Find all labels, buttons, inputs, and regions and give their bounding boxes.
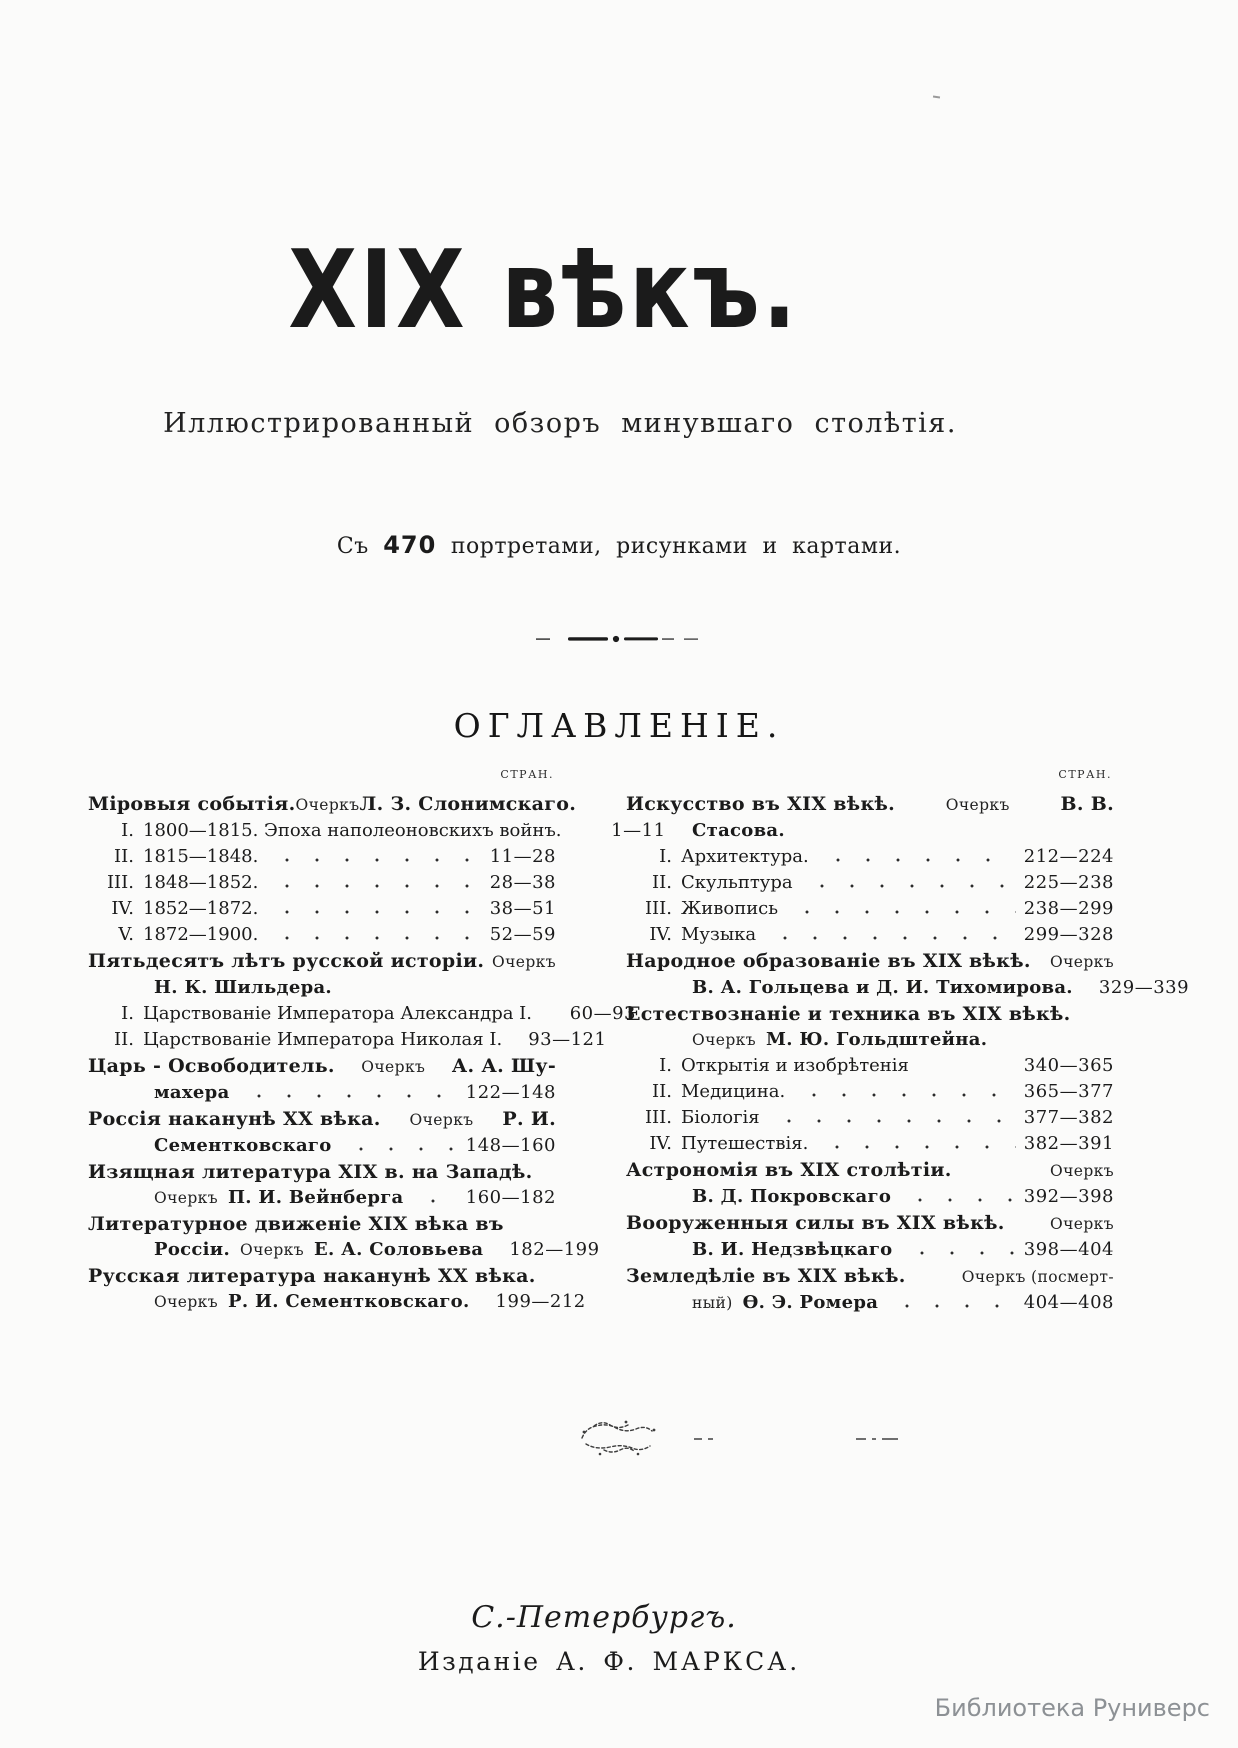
entry-text [143, 896, 258, 922]
book-title-block [0, 227, 1238, 353]
entry-text-segment: Скульптура [681, 872, 793, 893]
toc-section-title [626, 1210, 1114, 1237]
portrait-count: 470 [383, 531, 437, 559]
entry-text-segment: Очеркъ [295, 796, 360, 814]
entry-text-segment: Естествознаніе и техника въ XIX вѣкѣ. [626, 1003, 1071, 1025]
entry-text [681, 844, 809, 870]
entry-text [154, 1133, 332, 1159]
dot-leader [266, 904, 470, 922]
entry-text [88, 1106, 556, 1133]
entry-text [626, 791, 1114, 818]
dot-leader [510, 1035, 520, 1053]
entry-numeral: I. [121, 1003, 134, 1024]
page-range: 122—148 [465, 1082, 556, 1103]
page-range: 382—391 [1023, 1133, 1114, 1154]
entry-text-segment: П. И. Вейнберга [228, 1187, 404, 1208]
entry-text [154, 1185, 404, 1211]
toc-entry [626, 818, 1114, 844]
entry-text-segment: Народное образованіе въ XIX вѣкѣ. [626, 950, 1031, 972]
page-range: 28—38 [489, 872, 556, 893]
toc-entry [626, 1105, 1114, 1131]
entry-text [143, 870, 258, 896]
entry-text-segment: Царствованіе Императора Николая I. [143, 1029, 503, 1050]
leader-gap [1081, 983, 1091, 1001]
page-range: 299—328 [1023, 924, 1114, 945]
scan-speck [933, 96, 940, 99]
page-range: 52—59 [489, 924, 556, 945]
entry-text-segment: Ѳ. Э. Ромера [742, 1292, 879, 1313]
entry-text-segment: Очеркъ [692, 1031, 756, 1049]
dot-leader [886, 1298, 1016, 1316]
toc-entry [88, 1080, 556, 1106]
toc-entry [626, 1053, 1114, 1079]
toc-section-title [626, 948, 1114, 975]
page-column-header-left: СТРАН. [500, 768, 554, 781]
entry-text-segment: Е. А. Соловьева [314, 1239, 484, 1260]
entry-text [626, 1001, 1114, 1027]
entry-text [88, 1159, 556, 1185]
toc-entry [626, 922, 1114, 948]
toc-entry [88, 1133, 556, 1159]
entry-text-segment: Изящная литература XIX в. на Западѣ. [88, 1161, 533, 1183]
entry-text [143, 844, 258, 870]
entry-text [681, 922, 756, 948]
leader-gap [917, 1061, 1016, 1079]
book-title: XIX вѣкъ. [288, 227, 800, 353]
entry-text-segment: Очеркъ [154, 1293, 218, 1311]
entry-text [626, 1263, 1114, 1290]
toc-column-right [626, 768, 1190, 1316]
toc-entry [88, 896, 556, 922]
entry-text-segment: В. Д. Покровскаго [692, 1186, 892, 1207]
entry-text-segment: Вооруженныя силы въ XIX вѣкѣ. [626, 1212, 1005, 1234]
page-range: 398—404 [1023, 1239, 1114, 1260]
entry-text-segment: Очеркъ [492, 953, 556, 971]
entry-numeral: III. [644, 898, 672, 919]
entry-numeral: IV. [649, 1133, 672, 1154]
toc-section-title [88, 1211, 556, 1237]
publisher-name: МАРКСА. [652, 1647, 801, 1676]
dot-leader [764, 930, 1016, 948]
toc-section-title [88, 1053, 556, 1080]
page-range: 11—28 [489, 846, 556, 867]
dot-leader [238, 1088, 458, 1106]
entry-text [143, 922, 258, 948]
toc-entry [626, 975, 1190, 1001]
dot-leader [801, 878, 1016, 896]
entry-numeral: IV. [111, 898, 134, 919]
entry-numeral: IV. [649, 924, 672, 945]
toc-entry [626, 844, 1114, 870]
entry-text [692, 1237, 893, 1263]
toc-section-title [88, 1159, 556, 1185]
dot-leader [793, 1087, 1016, 1105]
page-range: 160—182 [465, 1187, 556, 1208]
library-watermark: Библиотека Руниверс [934, 1694, 1210, 1722]
toc-entry [88, 1237, 600, 1263]
entry-text-segment: Біологія [681, 1107, 760, 1128]
entry-text-segment: Россія наканунѣ XX вѣка. [88, 1108, 381, 1130]
edition-note-suffix: портретами, рисунками и картами. [450, 534, 902, 559]
entry-text-segment: 1852—1872. [143, 898, 259, 919]
entry-text-segment: Искусство въ XIX вѣкѣ. [626, 793, 896, 815]
leader-gap [995, 1035, 1106, 1053]
entry-text [88, 1053, 556, 1080]
dot-leader [412, 1193, 458, 1211]
entry-text-segment: Очеркъ [1050, 1162, 1114, 1180]
dot-leader [266, 878, 470, 896]
entry-text-segment: Астрономія въ XIX столѣтіи. [626, 1159, 952, 1181]
page-range: 60—93 [569, 1003, 636, 1024]
entry-numeral: I. [121, 820, 134, 841]
entry-text [154, 1289, 470, 1315]
entry-numeral: II. [652, 1081, 672, 1102]
entry-text-segment: Литературное движеніе XIX вѣка въ [88, 1213, 504, 1235]
entry-text-segment: махера [154, 1082, 230, 1103]
entry-numeral: II. [114, 846, 134, 867]
dot-leader [786, 904, 1016, 922]
entry-text-segment: М. Ю. Гольдштейна. [766, 1029, 988, 1050]
entry-text-segment: Русская литература наканунѣ XX вѣка. [88, 1265, 536, 1287]
page-range: 365—377 [1023, 1081, 1114, 1102]
entry-text [143, 818, 562, 844]
toc-section-title [88, 948, 556, 975]
toc-section-title [88, 791, 577, 818]
entry-text [681, 870, 793, 896]
entry-text-segment: Пятьдесятъ лѣтъ русской исторіи. [88, 950, 485, 972]
entry-text-segment: Очеркъ [409, 1111, 474, 1129]
leader-gap [793, 826, 1106, 844]
entry-text [626, 1157, 1114, 1184]
entry-text [626, 1210, 1114, 1237]
entry-text [681, 1079, 785, 1105]
toc-entry [88, 975, 556, 1001]
entry-text-segment: Царь - Освободитель. [88, 1055, 335, 1077]
page-column-header-right: СТРАН. [1058, 768, 1112, 781]
toc-entry [88, 922, 556, 948]
entry-text-segment: Очеркъ [154, 1189, 218, 1207]
entry-text-segment: Р. И. [502, 1108, 556, 1130]
entry-text-segment: Путешествія. [681, 1133, 809, 1154]
entry-text [681, 1105, 760, 1131]
entry-text-segment: Очеркъ [361, 1058, 426, 1076]
edition-note-prefix: Съ [336, 534, 369, 559]
entry-text [692, 1290, 878, 1316]
entry-text [88, 1263, 556, 1289]
toc-entry [626, 1184, 1114, 1210]
toc-entry [88, 1185, 556, 1211]
dot-leader [266, 930, 470, 948]
toc-entry [88, 1289, 586, 1315]
entry-text-segment: 1815—1848. [143, 846, 259, 867]
toc-entries-right [626, 791, 1190, 1316]
entry-text-segment: ный) [692, 1294, 733, 1312]
toc-entries-left [88, 791, 666, 1315]
toc-entry [88, 818, 666, 844]
imprint-block [0, 1600, 1238, 1676]
dot-leader [491, 1245, 501, 1263]
page-range: 238—299 [1023, 898, 1114, 919]
entry-text [154, 1080, 230, 1106]
dot-leader [768, 1113, 1016, 1131]
entry-text-segment: Царствованіе Императора Александра I. [143, 1003, 532, 1024]
entry-text [88, 948, 556, 975]
dot-leader [266, 852, 470, 870]
entry-text [681, 896, 778, 922]
entry-numeral: V. [118, 924, 134, 945]
leader-gap [478, 1297, 488, 1315]
toc-entry [626, 1027, 1114, 1053]
leader-gap [340, 983, 548, 1001]
scan-dash-marks [856, 1438, 898, 1441]
toc-entry [626, 1290, 1114, 1316]
scan-dash-marks [694, 1438, 713, 1441]
entry-text [681, 1053, 909, 1079]
entry-text-segment: Медицина. [681, 1081, 786, 1102]
toc-entry [626, 1237, 1114, 1263]
entry-text-segment: Р. И. Сементковскаго. [228, 1291, 470, 1312]
entry-text [143, 1001, 532, 1027]
table-of-contents [88, 768, 1190, 1316]
entry-text-segment: Архитектура. [681, 846, 809, 867]
flourish-icon [574, 1414, 666, 1458]
flourish-ornament [574, 1414, 666, 1462]
toc-section-title [626, 791, 1114, 818]
page-range: 212—224 [1023, 846, 1114, 867]
dot-leader [540, 1009, 550, 1027]
entry-numeral: II. [652, 872, 672, 893]
dot-leader [817, 852, 1016, 870]
toc-column-left [88, 768, 666, 1316]
entry-text [692, 975, 1073, 1001]
toc-section-title [88, 1106, 556, 1133]
entry-numeral: II. [114, 1029, 134, 1050]
entry-text-segment: А. А. Шу- [451, 1055, 556, 1077]
entry-text-segment: Очеркъ [1050, 1215, 1114, 1233]
entry-text [626, 948, 1114, 975]
toc-entry [626, 1079, 1114, 1105]
entry-text [88, 1211, 556, 1237]
page-range: 182—199 [509, 1239, 600, 1260]
page-range: 38—51 [489, 898, 556, 919]
entry-text-segment: Міровыя событія. [88, 793, 296, 815]
page-range: 1—11 [611, 820, 666, 841]
entry-text-segment: Сементковскаго [154, 1135, 332, 1156]
entry-numeral: III. [106, 872, 134, 893]
toc-entry [88, 1027, 607, 1053]
page-range: 404—408 [1023, 1292, 1114, 1313]
toc-section-title [88, 1263, 556, 1289]
leader-gap [570, 826, 580, 844]
decorative-divider [0, 630, 1238, 649]
toc-section-title [626, 1263, 1114, 1290]
entry-text-segment: Очеркъ [1050, 953, 1114, 971]
entry-text-segment: Л. З. Слонимскаго. [359, 793, 577, 815]
entry-text [692, 818, 785, 844]
toc-entry [626, 870, 1114, 896]
entry-text [154, 975, 332, 1001]
entry-numeral: III. [644, 1107, 672, 1128]
entry-text-segment: 1800—1815. Эпоха наполеоновскихъ войнъ. [143, 820, 562, 841]
page-range: 93—121 [528, 1029, 607, 1050]
entry-text [681, 1131, 808, 1157]
entry-text-segment: Земледѣліе въ XIX вѣкѣ. [626, 1265, 906, 1287]
entry-text-segment: В. И. Недзвѣцкаго [692, 1239, 893, 1260]
entry-text-segment: Живопись [681, 898, 779, 919]
toc-entry [88, 844, 556, 870]
entry-numeral: I. [659, 846, 672, 867]
entry-text-segment: В. А. Гольцева и Д. И. Тихомирова. [692, 977, 1073, 998]
entry-text-segment: 1872—1900. [143, 924, 259, 945]
entry-text-segment: Очеркъ [240, 1241, 305, 1259]
dot-leader [899, 1192, 1016, 1210]
page-range: 148—160 [465, 1135, 556, 1156]
page-range: 340—365 [1023, 1055, 1114, 1076]
entry-text-segment: Музыка [681, 924, 757, 945]
toc-section-title [626, 1157, 1114, 1184]
entry-text-segment: 1848—1852. [143, 872, 259, 893]
contents-heading: ОГЛАВЛЕНІЕ. [453, 706, 785, 745]
page-range: 225—238 [1023, 872, 1114, 893]
entry-text-segment: Очеркъ [945, 796, 1010, 814]
toc-section-title [626, 1001, 1114, 1027]
page-range: 199—212 [495, 1291, 586, 1312]
entry-text [692, 1184, 891, 1210]
divider-rule-icon [534, 633, 704, 645]
entry-text-segment: Н. К. Шильдера. [154, 977, 332, 998]
toc-entry [626, 896, 1114, 922]
entry-text [88, 791, 576, 818]
entry-text-segment: В. В. [1060, 793, 1114, 815]
entry-text-segment: Открытія и изобрѣтенія [681, 1055, 909, 1076]
dot-leader [340, 1141, 458, 1159]
page-range: 377—382 [1023, 1107, 1114, 1128]
entry-text-segment: Очеркъ (посмерт- [961, 1268, 1114, 1286]
toc-entry [88, 870, 556, 896]
entry-text-segment: Стасова. [692, 820, 785, 841]
publisher-prefix: Изданіе А. Ф. [417, 1647, 637, 1676]
book-subtitle: Иллюстрированный обзоръ минувшаго столѣтія. [163, 408, 957, 439]
toc-entry [88, 1001, 636, 1027]
imprint-publisher [0, 1647, 1238, 1676]
entry-text [143, 1027, 502, 1053]
dot-leader [816, 1139, 1015, 1157]
page-range: 392—398 [1023, 1186, 1114, 1207]
entry-text [692, 1027, 987, 1053]
imprint-city: С.-Петербургъ. [471, 1600, 737, 1635]
entry-text-segment: Россіи. [154, 1239, 231, 1260]
page-range: 329—339 [1098, 977, 1190, 998]
edition-note [0, 531, 1238, 559]
entry-text [154, 1237, 483, 1263]
dot-leader [901, 1245, 1016, 1263]
entry-numeral: I. [659, 1055, 672, 1076]
toc-entry [626, 1131, 1114, 1157]
